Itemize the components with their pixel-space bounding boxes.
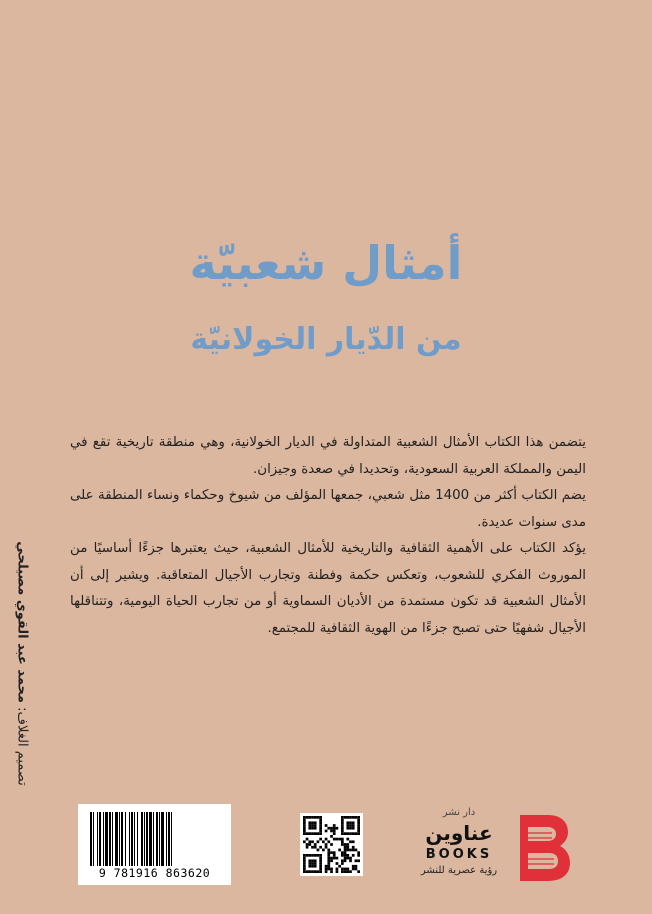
description-paragraph-2: يضم الكتاب أكثر من 1400 مثل شعبي، جمعها المؤلف من شيوخ وحكماء ونساء المنطقة على مدى سنوات عديدة.	[70, 488, 586, 530]
publisher-name: عناوين	[425, 821, 493, 845]
qr-code-icon	[300, 813, 363, 876]
back-cover-description	[70, 430, 586, 642]
book-title: أمثال شعبيّة	[189, 236, 463, 290]
isbn-barcode	[78, 804, 231, 885]
isbn-number: 9 781916 863620	[98, 866, 211, 880]
description-paragraph-1: يتضمن هذا الكتاب الأمثال الشعبية المتداولة في الديار الخولانية، وهي منطقة تاريخية تقع في اليمن والمملكة العربية السعودية، وتحديدا في صعدة وجيزان.	[70, 435, 586, 477]
publisher-top-label: دار نشر	[442, 807, 476, 818]
publisher-logo	[412, 803, 580, 893]
description-paragraph-3: يؤكد الكتاب على الأهمية الثقافية والتاريخية للأمثال الشعبية، حيث يعتبرها جزءًا أساسيًا من الموروث الفكري للشعوب، وتعكس حكمة وفطنة وتجارب الأجيال المتعاقبة. ويشير إلى أن الأمثال الشعبية قد تكون مستمدة من الأديان السماوية أو من تجارب الحياة اليومية، وتتناقلها الأجيال شفهيًا حتى تصبح جزءًا من الهوية الثقافية للمجتمع.	[70, 541, 586, 636]
publisher-books: BOOKS	[425, 847, 493, 862]
book-subtitle: من الدّيار الخولانيّة	[190, 322, 462, 357]
publisher-tagline: رؤية عصرية للنشر	[420, 865, 498, 876]
cover-design-credit	[15, 514, 30, 814]
credit-name: محمد عبد القوي مصيلحي	[14, 541, 30, 703]
barcode-bars	[90, 812, 220, 866]
books-logo-icon	[514, 811, 572, 883]
credit-label: تصميم الغلاف:	[14, 707, 30, 786]
